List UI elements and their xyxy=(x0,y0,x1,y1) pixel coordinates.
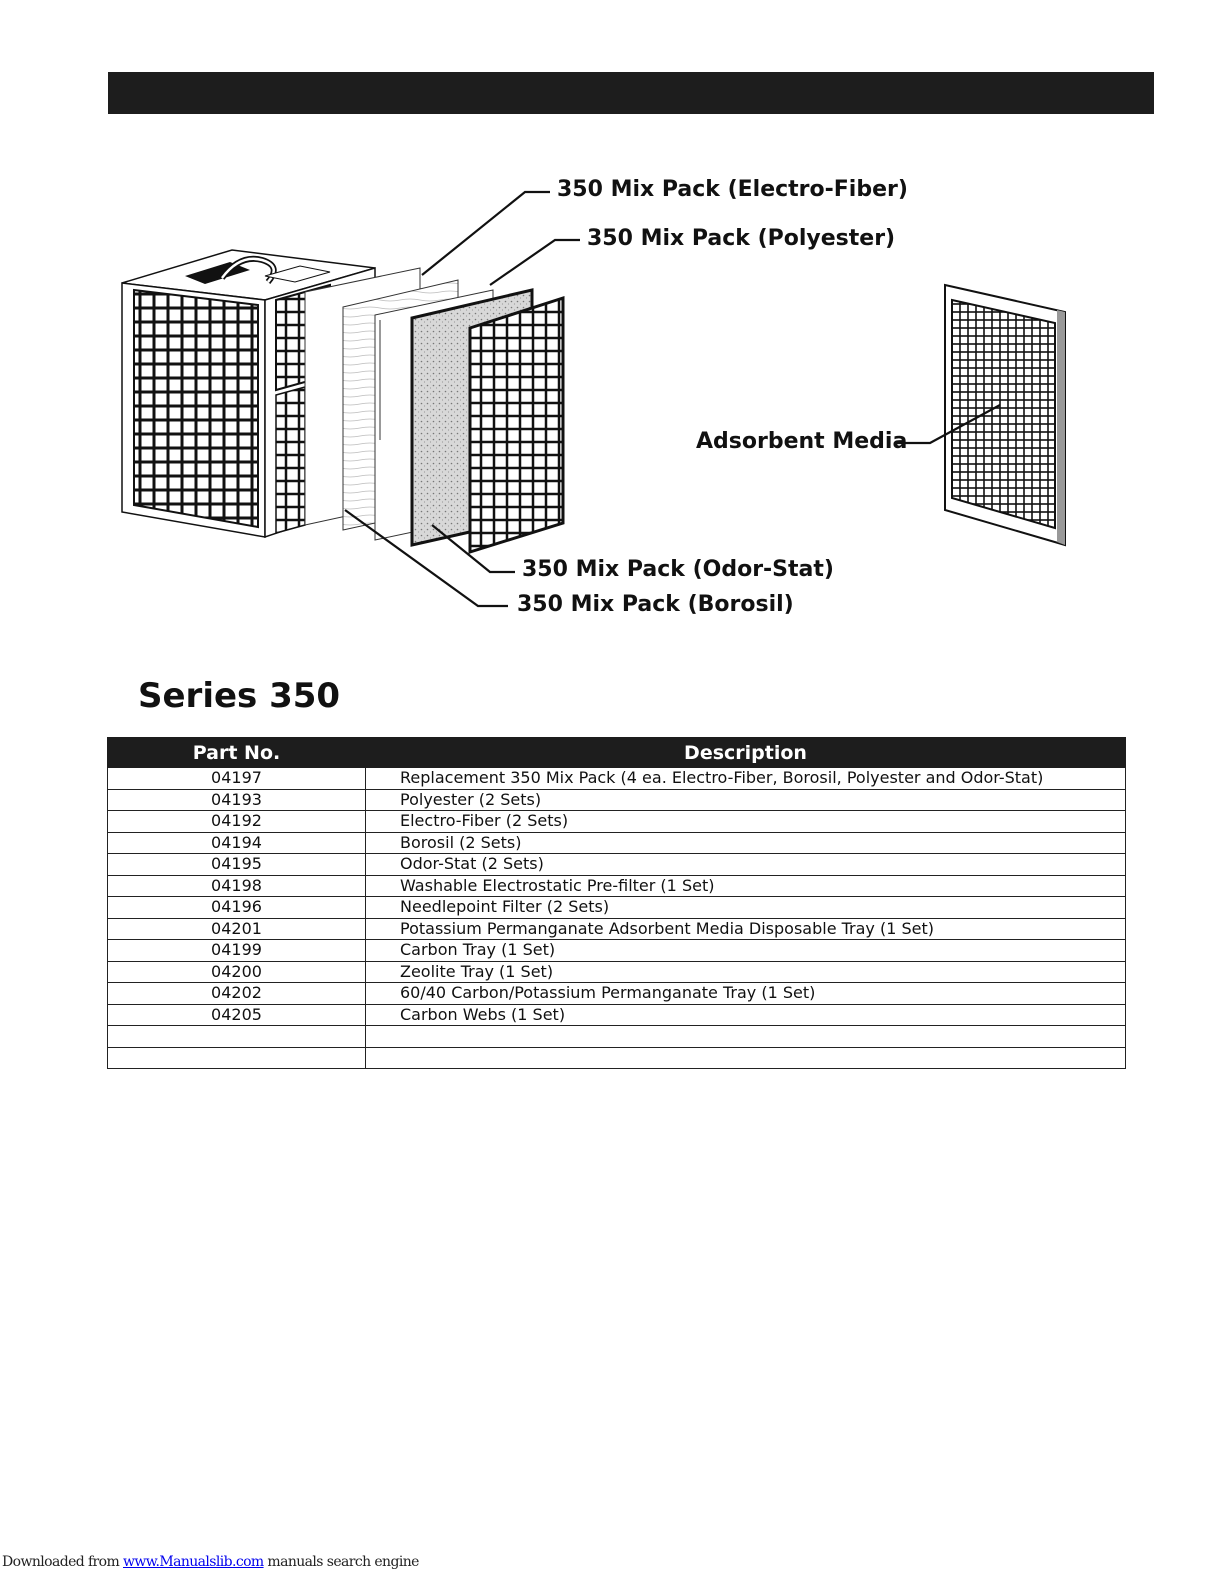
part-description: Needlepoint Filter (2 Sets) xyxy=(366,897,1126,919)
part-number xyxy=(108,1026,366,1048)
part-description: Potassium Permanganate Adsorbent Media Disposable Tray (1 Set) xyxy=(366,918,1126,940)
part-number: 04193 xyxy=(108,789,366,811)
callout-borosil: 350 Mix Pack (Borosil) xyxy=(517,592,794,617)
header-part-no: Part No. xyxy=(108,738,366,768)
download-footer xyxy=(2,1554,419,1570)
table-row xyxy=(108,1047,1126,1069)
table-row xyxy=(108,897,1126,919)
series-title: Series 350 xyxy=(138,676,341,716)
footer-prefix: Downloaded from xyxy=(2,1554,123,1570)
part-number: 04202 xyxy=(108,983,366,1005)
table-header-row xyxy=(108,738,1126,768)
header-bar xyxy=(108,72,1154,114)
part-description: Zeolite Tray (1 Set) xyxy=(366,961,1126,983)
part-number: 04196 xyxy=(108,897,366,919)
part-description: 60/40 Carbon/Potassium Permanganate Tray (1 Set) xyxy=(366,983,1126,1005)
part-number: 04192 xyxy=(108,811,366,833)
table-row xyxy=(108,918,1126,940)
prefilter-grid xyxy=(470,298,563,552)
part-number: 04198 xyxy=(108,875,366,897)
callout-adsorbent-media: Adsorbent Media xyxy=(696,429,908,454)
part-description: Carbon Tray (1 Set) xyxy=(366,940,1126,962)
part-description: Polyester (2 Sets) xyxy=(366,789,1126,811)
manualslib-link[interactable]: www.Manualslib.com xyxy=(123,1554,264,1570)
part-number xyxy=(108,1047,366,1069)
table-row xyxy=(108,832,1126,854)
part-description: Electro-Fiber (2 Sets) xyxy=(366,811,1126,833)
part-description: Washable Electrostatic Pre-filter (1 Set) xyxy=(366,875,1126,897)
part-description: Replacement 350 Mix Pack (4 ea. Electro-Fiber, Borosil, Polyester and Odor-Stat) xyxy=(366,768,1126,790)
table-row xyxy=(108,1004,1126,1026)
table-row xyxy=(108,768,1126,790)
part-number: 04201 xyxy=(108,918,366,940)
footer-suffix: manuals search engine xyxy=(263,1554,419,1570)
adsorbent-media-tray xyxy=(945,285,1065,545)
table-row xyxy=(108,789,1126,811)
table-row xyxy=(108,811,1126,833)
part-number: 04194 xyxy=(108,832,366,854)
parts-table xyxy=(107,737,1126,1069)
part-description xyxy=(366,1047,1126,1069)
part-description: Borosil (2 Sets) xyxy=(366,832,1126,854)
part-number: 04205 xyxy=(108,1004,366,1026)
header-description: Description xyxy=(366,738,1126,768)
table-row xyxy=(108,961,1126,983)
part-description: Odor-Stat (2 Sets) xyxy=(366,854,1126,876)
part-number: 04197 xyxy=(108,768,366,790)
exploded-diagram xyxy=(0,160,1225,640)
part-number: 04200 xyxy=(108,961,366,983)
part-description: Carbon Webs (1 Set) xyxy=(366,1004,1126,1026)
table-row xyxy=(108,875,1126,897)
part-description xyxy=(366,1026,1126,1048)
part-number: 04199 xyxy=(108,940,366,962)
table-row xyxy=(108,854,1126,876)
table-row xyxy=(108,983,1126,1005)
callout-odor-stat: 350 Mix Pack (Odor-Stat) xyxy=(522,557,834,582)
table-row xyxy=(108,1026,1126,1048)
callout-polyester: 350 Mix Pack (Polyester) xyxy=(587,226,896,251)
table-row xyxy=(108,940,1126,962)
callout-electro-fiber: 350 Mix Pack (Electro-Fiber) xyxy=(557,177,908,202)
part-number: 04195 xyxy=(108,854,366,876)
